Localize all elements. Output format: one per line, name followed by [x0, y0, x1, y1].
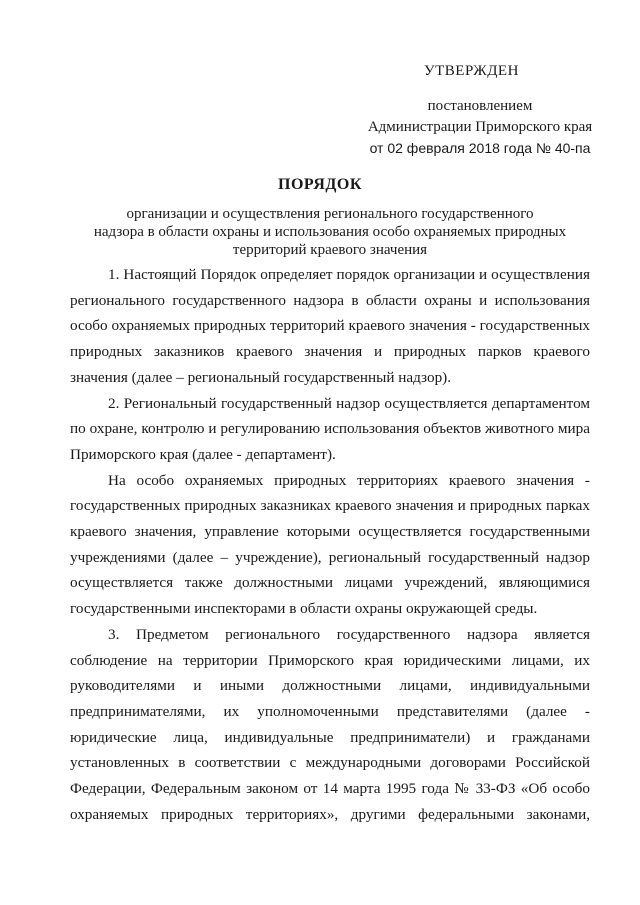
subtitle-line-1: организации и осуществления регионального государственного: [126, 206, 534, 222]
decree-reference: [360, 96, 600, 159]
paragraph-3: На особо охраняемых природных территориях краевого значения - государственных природных заказниках краевого значения и природных парках краевого значения, управление которыми осуществляется государственными учреждениями (далее – учреждение), региональный государственный надзор осуществляется также должностными лицами учреждений, являющимися государственными инспекторами в области охраны окружающей среды.: [70, 471, 590, 618]
subtitle-line-3: территорий краевого значения: [232, 242, 428, 258]
decree-line-2: Администрации Приморского края: [367, 119, 593, 135]
paragraph-1: 1. Настоящий Порядок определяет порядок организации и осуществления регионального государственного надзора в области охраны и использования особо охраняемых природных территорий краевого значения - государственных природных заказников краевого значения и природных парков краевого значения (далее – региональный государственный надзор).: [70, 266, 590, 386]
document-title: ПОРЯДОК: [278, 176, 362, 193]
paragraph-2: 2. Региональный государственный надзор осуществляется департаментом по охране, контролю и регулированию использования объектов животного мира Приморского края (далее - департамент).: [70, 394, 590, 463]
document-body: [70, 262, 590, 827]
paragraph-4: 3. Предметом регионального государственного надзора является соблюдение на территории Приморского края юридическими лицами, их руководителями и иными должностными лицами, индивидуальными предпринимателями, их уполномоченными представителями (далее - юридические лица, индивидуальные предприниматели) и гражданами установленных в соответствии с международными договорами Российской Федерации, Федеральным законом от 14 марта 1995 года № 33-ФЗ «Об особо охраняемых природных территориях», другими федеральными законами,: [70, 625, 590, 823]
subtitle-line-2: надзора в области охраны и использования особо охраняемых природных: [93, 224, 567, 240]
decree-line-1: постановлением: [427, 98, 533, 114]
decree-date: от 02 февраля 2018 года № 40-па: [369, 140, 591, 156]
document-subtitle: [70, 205, 590, 259]
approved-stamp: УТВЕРЖДЕН: [424, 63, 519, 79]
